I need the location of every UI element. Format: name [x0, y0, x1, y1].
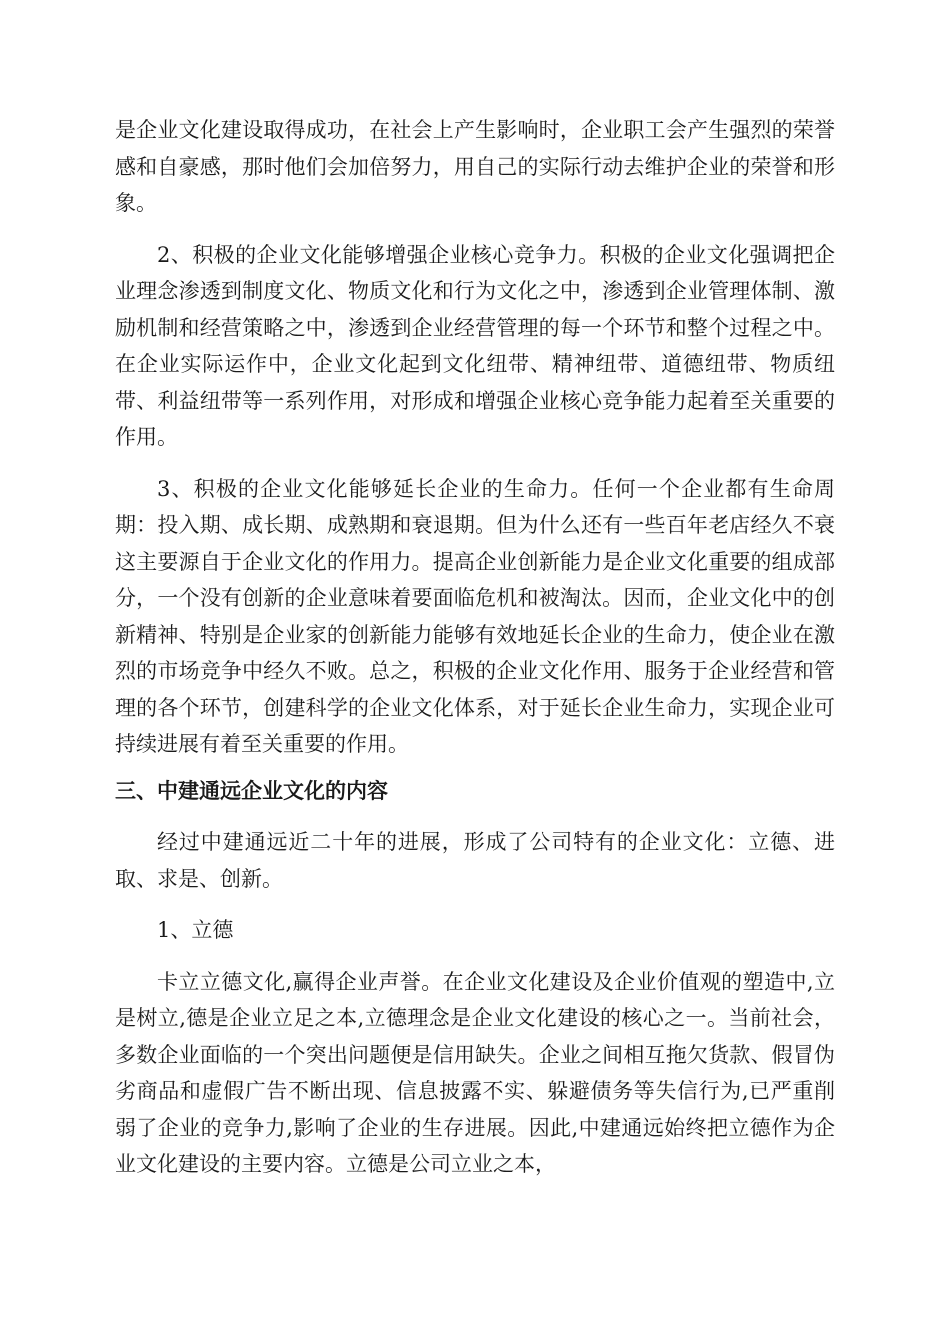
paragraph-core-competitiveness: 2、积极的企业文化能够增强企业核心竞争力。积极的企业文化强调把企业理念渗透到制度文化、物质文化和行为文化之中，渗透到企业管理体制、激励机制和经营策略之中，渗透到企业经营管理的每一个环节和整个过程之中。在企业实际运作中，企业文化起到文化纽带、精神纽带、道德纽带、物质纽带、利益纽带等一系列作用，对形成和增强企业核心竞争能力起着至关重要的作用。 [115, 242, 835, 449]
section-heading: 三、中建通远企业文化的内容 [115, 778, 388, 803]
paragraph-vitality: 3、积极的企业文化能够延长企业的生命力。任何一个企业都有生命周期：投入期、成长期、成熟期和衰退期。但为什么还有一些百年老店经久不衰这主要源自于企业文化的作用力。提高企业创新能力是企业文化重要的组成部分，一个没有创新的企业意味着要面临危机和被淘汰。因而，企业文化中的创新精神、特别是企业家的创新能力能够有效地延长企业的生命力，使企业在激烈的市场竞争中经久不败。总之，积极的企业文化作用、服务于企业经营和管理的各个环节，创建科学的企业文化体系，对于延长企业生命力，实现企业可持续进展有着至关重要的作用。 [115, 476, 835, 756]
subheading-lide: 1、立德 [157, 918, 234, 942]
section-intro: 经过中建通远近二十年的进展，形成了公司特有的企业文化：立德、进取、求是、创新。 [115, 830, 835, 891]
paragraph-honor: 是企业文化建设取得成功，在社会上产生影响时，企业职工会产生强烈的荣誉感和自豪感，那时他们会加倍努力，用自己的实际行动去维护企业的荣誉和形象。 [115, 118, 835, 215]
paragraph-lide: 卡立立德文化,赢得企业声誉。在企业文化建设及企业价值观的塑造中,立是树立,德是企业立足之本,立德理念是企业文化建设的核心之一。当前社会，多数企业面临的一个突出问题便是信用缺失。企业之间相互拖欠货款、假冒伪劣商品和虚假广告不断出现、信息披露不实、躲避债务等失信行为,已严重削弱了企业的竞争力,影响了企业的生存进展。因此,中建通远始终把立德作为企业文化建设的主要内容。立德是公司立业之本， [115, 969, 835, 1176]
document-page [115, 112, 835, 1183]
